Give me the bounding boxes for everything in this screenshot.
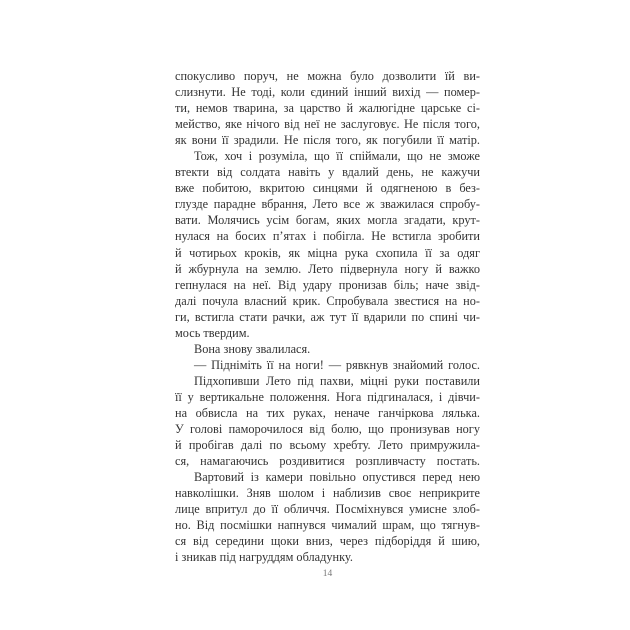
text-line: ся від середини щоки вниз, через підборіддя й шию, (175, 534, 480, 549)
text-line: мось твердим. (175, 325, 250, 340)
body-text (175, 68, 480, 565)
paragraph-dialogue (175, 357, 480, 373)
text-line: Підхопивши Лето під пахви, міцні руки поставили (194, 373, 480, 388)
text-line: Тож, хоч і розуміла, що її спіймали, що не зможе (194, 149, 480, 164)
text-line: но. Від посмішки напнувся чималий шрам, що тягнув- (175, 518, 480, 533)
text-line: спокусливо поруч, не можна було дозволити їй ви- (175, 69, 480, 83)
text-line: й пробігав далі по всьому хребту. Лето примружила- (175, 438, 480, 453)
text-line: ти, немов тварина, за царство й жалюгідне царське сі- (175, 101, 480, 116)
text-line: на обвисла на тих руках, неначе ганчіркова лялька. (175, 405, 480, 420)
text-line: як вони її зрадили. Не після того, як погубили її матір. (175, 133, 480, 148)
paragraph (175, 68, 480, 148)
text-line: і зникав під нагруддям обладунку. (175, 550, 353, 565)
text-line: У голові паморочилося від болю, що пронизував ногу (175, 422, 480, 437)
text-line: вати. Молячись усім богам, яких могла згадати, крут- (175, 213, 480, 228)
text-line: Вартовий із камери повільно опустився перед нею (194, 470, 480, 485)
text-line: вже побитою, вкритою синцями й одягненою в без- (175, 181, 480, 196)
text-line: слизнути. Не тоді, коли єдиний інший вихід — помер- (175, 85, 480, 100)
paragraph (175, 373, 480, 469)
text-line: втекти від солдата навіть у вдалий день, не кажучи (175, 165, 480, 180)
paragraph (175, 341, 480, 357)
paragraph (175, 148, 480, 341)
page-number: 14 (322, 569, 333, 579)
text-line: далі почула власний крик. Спробувала звестися на но- (175, 293, 480, 308)
text-line: й жбурнула на землю. Лето підвернула ногу й важко (175, 261, 480, 276)
text-line: її у вертикальне положення. Нога підгиналася, і дівчи- (175, 389, 480, 404)
text-line: гепнулася на неї. Від удару пронизав біль; наче звід- (175, 277, 480, 292)
paragraph (175, 469, 480, 565)
text-line: ся, намагаючись роздивитися розпливчасту постать. (175, 454, 480, 469)
text-line: — Підніміть її на ноги! — рявкнув знайомий голос. (194, 357, 480, 372)
text-line: глузде парадне вбрання, Лето все ж зважилася спробу- (175, 197, 480, 212)
text-line: нулася на босих п’ятах і побігла. Не встигла зробити (175, 229, 480, 244)
text-line: мейство, яке нічого від неї не заслуговує. Не після того, (175, 117, 480, 132)
text-line: й чотирьох кроків, як міцна рука схопила її за одяг (175, 245, 480, 260)
text-line: Вона знову звалилася. (194, 341, 311, 356)
text-line: лице впритул до її обличчя. Посміхнувся умисне злоб- (175, 502, 480, 517)
text-line: навколішки. Зняв шолом і наблизив своє неприкрите (175, 486, 480, 501)
text-line: ги, встигла стати рачки, аж тут її вдарили по спині чи- (175, 309, 480, 324)
